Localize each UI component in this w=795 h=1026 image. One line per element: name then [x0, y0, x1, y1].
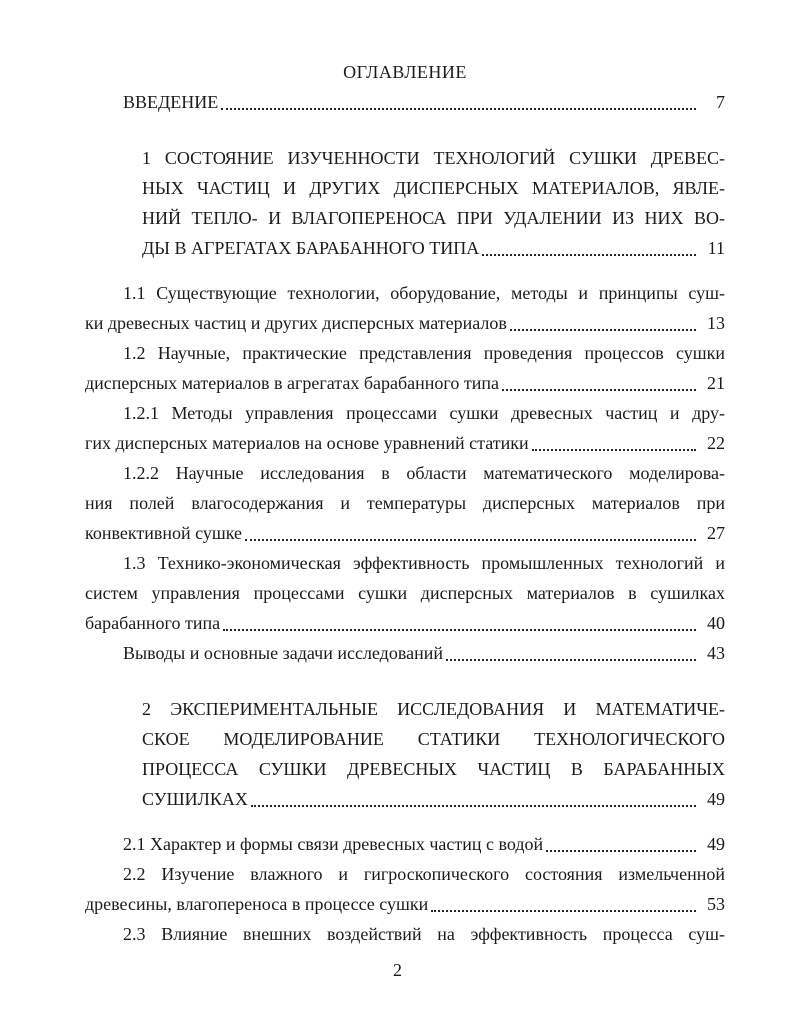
toc-entry-lastline	[142, 784, 725, 814]
toc-entry-line: НЫХ ЧАСТИЦ И ДРУГИХ ДИСПЕРСНЫХ МАТЕРИАЛОВ, ЯВЛЕ-	[142, 178, 725, 198]
dot-leader	[245, 539, 696, 541]
toc-page-number: 27	[707, 523, 725, 543]
dot-leader	[546, 850, 696, 852]
dot-leader	[502, 389, 696, 391]
toc-entry	[85, 829, 725, 859]
toc-entry-line: 1.3 Технико-экономическая эффективность промышленных технологий и	[123, 553, 725, 573]
toc-entry-text: гих дисперсных материалов на основе уравнений статики	[85, 433, 529, 453]
toc-page-number: 49	[707, 789, 725, 809]
toc-entry-list	[85, 87, 725, 949]
toc-page-number: 7	[716, 92, 725, 112]
toc-entry-lastline	[85, 518, 725, 548]
toc-entry-line: систем управления процессами сушки дисперсных материалов в сушилках	[85, 583, 725, 603]
toc-entry-text: СУШИЛКАХ	[142, 789, 248, 809]
dot-leader	[446, 659, 696, 661]
toc-entry-text: дисперсных материалов в агрегатах барабанного типа	[85, 373, 499, 393]
toc-entry-line: 1 СОСТОЯНИЕ ИЗУЧЕННОСТИ ТЕХНОЛОГИЙ СУШКИ ДРЕВЕС-	[142, 148, 725, 168]
toc-entry-lastline	[85, 87, 725, 117]
dot-leader	[431, 910, 696, 912]
toc-entry	[85, 919, 725, 949]
toc-page-number: 13	[707, 313, 725, 333]
toc-entry-line: НИЙ ТЕПЛО- И ВЛАГОПЕРЕНОСА ПРИ УДАЛЕНИИ ИЗ НИХ ВО-	[142, 208, 725, 228]
toc-entry	[142, 694, 725, 814]
toc-entry	[85, 278, 725, 338]
toc-entry-lastline	[85, 889, 725, 919]
toc-entry-text: древесины, влагопереноса в процессе сушки	[85, 894, 429, 914]
toc-entry-line: 1.2.2 Научные исследования в области математического моделирова-	[123, 463, 725, 483]
toc-page-number: 53	[707, 894, 725, 914]
toc-entry-line: 1.2.1 Методы управления процессами сушки древесных частиц и дру-	[123, 403, 725, 423]
toc-page-number: 21	[707, 373, 725, 393]
dot-leader	[532, 449, 696, 451]
toc-entry-lastline	[142, 233, 725, 263]
toc-entry	[85, 458, 725, 548]
toc-entry	[85, 398, 725, 458]
dot-leader	[221, 108, 696, 110]
toc-entry-text: 2.1 Характер и формы связи древесных частиц с водой	[123, 834, 544, 854]
toc-entry-line: 2.3 Влияние внешних воздействий на эффективность процесса суш-	[123, 924, 725, 944]
toc-title: ОГЛАВЛЕНИЕ	[343, 62, 467, 82]
toc-entry	[142, 143, 725, 263]
toc-entry	[85, 638, 725, 668]
toc-content	[85, 0, 725, 949]
toc-entry-lastline	[85, 829, 725, 859]
dot-leader	[223, 629, 696, 631]
toc-entry-line: ПРОЦЕССА СУШКИ ДРЕВЕСНЫХ ЧАСТИЦ В БАРАБАННЫХ	[142, 759, 725, 779]
toc-entry-text: ВВЕДЕНИЕ	[123, 92, 219, 112]
toc-page-number: 22	[707, 433, 725, 453]
toc-entry	[85, 338, 725, 398]
toc-entry-text: ки древесных частиц и других дисперсных материалов	[85, 313, 507, 333]
toc-entry	[85, 548, 725, 638]
toc-entry-text: Выводы и основные задачи исследований	[123, 643, 443, 663]
toc-entry-lastline	[85, 638, 725, 668]
toc-entry-line: СКОЕ МОДЕЛИРОВАНИЕ СТАТИКИ ТЕХНОЛОГИЧЕСКОГО	[142, 729, 725, 749]
toc-entry-lastline	[85, 368, 725, 398]
dot-leader	[251, 805, 696, 807]
toc-entry-line: ния полей влагосодержания и температуры дисперсных материалов при	[85, 493, 725, 513]
toc-entry	[85, 859, 725, 919]
dot-leader	[510, 329, 696, 331]
dot-leader	[482, 254, 696, 256]
toc-entry-line: 2 ЭКСПЕРИМЕНТАЛЬНЫЕ ИССЛЕДОВАНИЯ И МАТЕМАТИЧЕ-	[142, 699, 725, 719]
toc-entry-text: ДЫ В АГРЕГАТАХ БАРАБАННОГО ТИПА	[142, 238, 480, 258]
footer-page-number: 2	[393, 960, 402, 980]
toc-entry-line: 2.2 Изучение влажного и гигроскопического состояния измельченной	[123, 864, 725, 884]
toc-entry-lastline	[85, 428, 725, 458]
toc-entry-text: конвективной сушке	[85, 523, 243, 543]
toc-page-number: 43	[707, 643, 725, 663]
toc-page-number: 11	[707, 238, 725, 258]
toc-entry-line: 1.2 Научные, практические представления проведения процессов сушки	[123, 343, 725, 363]
toc-entry-text: барабанного типа	[85, 613, 221, 633]
toc-entry-lastline	[85, 608, 725, 638]
toc-entry	[85, 87, 725, 117]
toc-entry-lastline	[85, 308, 725, 338]
toc-page-number: 49	[707, 834, 725, 854]
toc-page-number: 40	[707, 613, 725, 633]
toc-entry-line: 1.1 Существующие технологии, оборудование, методы и принципы суш-	[123, 283, 725, 303]
